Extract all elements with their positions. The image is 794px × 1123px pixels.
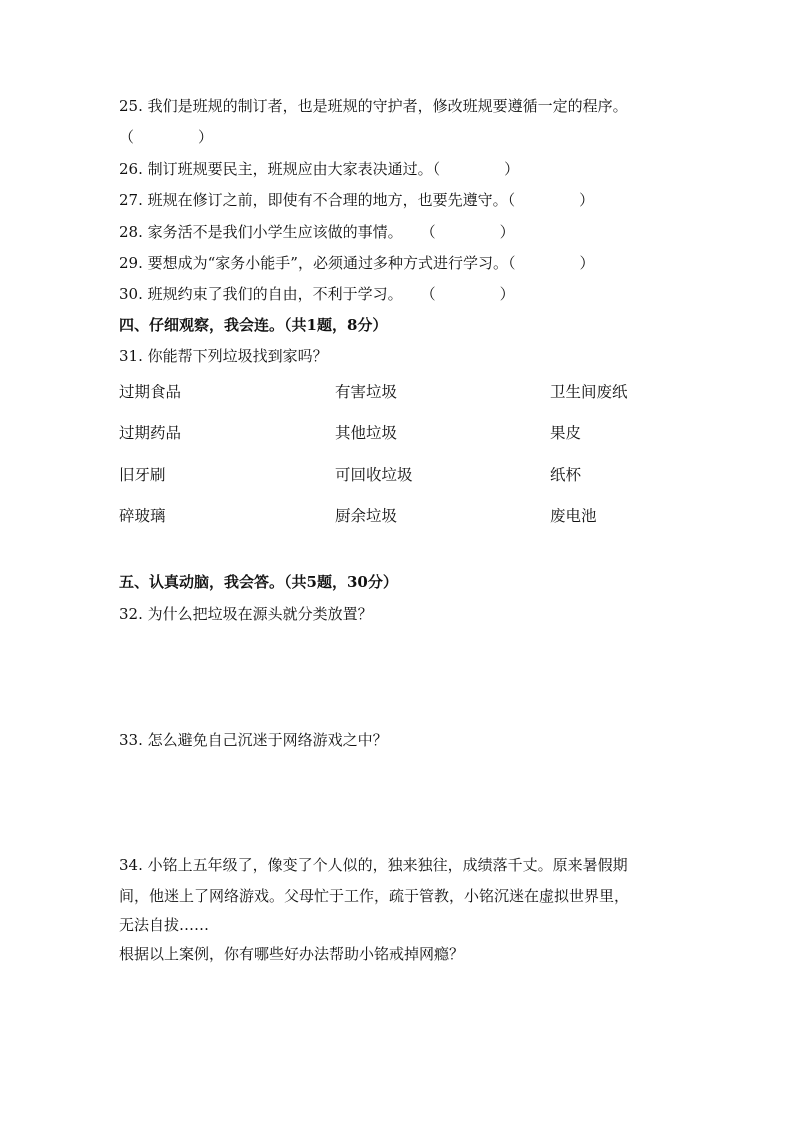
question-text: 为什么把垃圾在源头就分类放置？	[147, 605, 373, 623]
question-34-line-2: 间，他迷上了网络游戏。父母忙于工作，疏于管教，小铭沉迷在虚拟世界里，	[119, 887, 630, 905]
question-25	[119, 96, 628, 116]
match-middle-item[interactable]: 其他垃圾	[335, 424, 398, 442]
match-left-item[interactable]: 旧牙刷	[119, 466, 166, 484]
answer-blank-25[interactable]	[119, 127, 213, 147]
question-34-prompt: 根据以上案例，你有哪些好办法帮助小铭戒掉网瘾？	[119, 945, 465, 963]
question-text: 班规在修订之前，即使有不合理的地方，也要先遵守。	[147, 191, 508, 209]
answer-blank-29[interactable]: （ ）	[507, 254, 595, 272]
match-left-item[interactable]: 碎玻璃	[119, 507, 166, 525]
answer-blank-30[interactable]: （ ）	[420, 285, 515, 303]
question-number: 31.	[119, 347, 143, 365]
match-middle-item[interactable]: 可回收垃圾	[335, 466, 413, 484]
question-26	[119, 159, 519, 179]
question-34-line-3: 无法自拔……	[119, 916, 210, 934]
match-right-item[interactable]: 废电池	[550, 507, 597, 525]
question-34-line-1	[119, 855, 628, 875]
question-33	[119, 730, 388, 750]
question-number: 32.	[119, 605, 143, 623]
question-29	[119, 253, 595, 273]
question-number: 29.	[119, 254, 143, 272]
section-4-title: 四、仔细观察，我会连。（共1题，8分）	[119, 316, 388, 334]
match-right-item[interactable]: 纸杯	[550, 466, 582, 484]
question-text: 你能帮下列垃圾找到家吗？	[147, 347, 328, 365]
match-right-item[interactable]: 果皮	[550, 424, 582, 442]
question-30	[119, 284, 515, 304]
question-number: 33.	[119, 731, 143, 749]
answer-blank-26[interactable]: （ ）	[432, 160, 520, 178]
match-left-item[interactable]: 过期药品	[119, 424, 182, 442]
question-text: 小铭上五年级了，像变了个人似的，独来独往，成绩落千丈。原来暑假期	[147, 856, 628, 874]
answer-blank-28[interactable]: （ ）	[420, 223, 515, 241]
paren-close: ）	[198, 128, 214, 146]
question-27	[119, 190, 594, 210]
match-right-item[interactable]: 卫生间废纸	[550, 383, 628, 401]
match-middle-item[interactable]: 厨余垃圾	[335, 507, 398, 525]
question-number: 27.	[119, 191, 143, 209]
paren-open: （	[119, 128, 135, 146]
question-28	[119, 222, 515, 242]
question-text: 怎么避免自己沉迷于网络游戏之中？	[147, 731, 388, 749]
question-number: 26.	[119, 160, 143, 178]
match-middle-item[interactable]: 有害垃圾	[335, 383, 398, 401]
question-text: 制订班规要民主，班规应由大家表决通过。	[147, 160, 433, 178]
question-text: 班规约束了我们的自由，不利于学习。	[147, 285, 403, 303]
question-31	[119, 346, 328, 366]
question-text: 要想成为“家务小能手”，必须通过多种方式进行学习。	[147, 254, 508, 272]
section-5-title: 五、认真动脑，我会答。（共5题，30分）	[119, 573, 398, 591]
question-number: 25.	[119, 97, 143, 115]
question-number: 30.	[119, 285, 143, 303]
question-32	[119, 604, 373, 624]
match-left-item[interactable]: 过期食品	[119, 383, 182, 401]
question-number: 34.	[119, 856, 143, 874]
question-text: 我们是班规的制订者，也是班规的守护者，修改班规要遵循一定的程序。	[147, 97, 628, 115]
question-number: 28.	[119, 223, 143, 241]
question-text: 家务活不是我们小学生应该做的事情。	[147, 223, 403, 241]
answer-blank-27[interactable]: （ ）	[507, 191, 595, 209]
